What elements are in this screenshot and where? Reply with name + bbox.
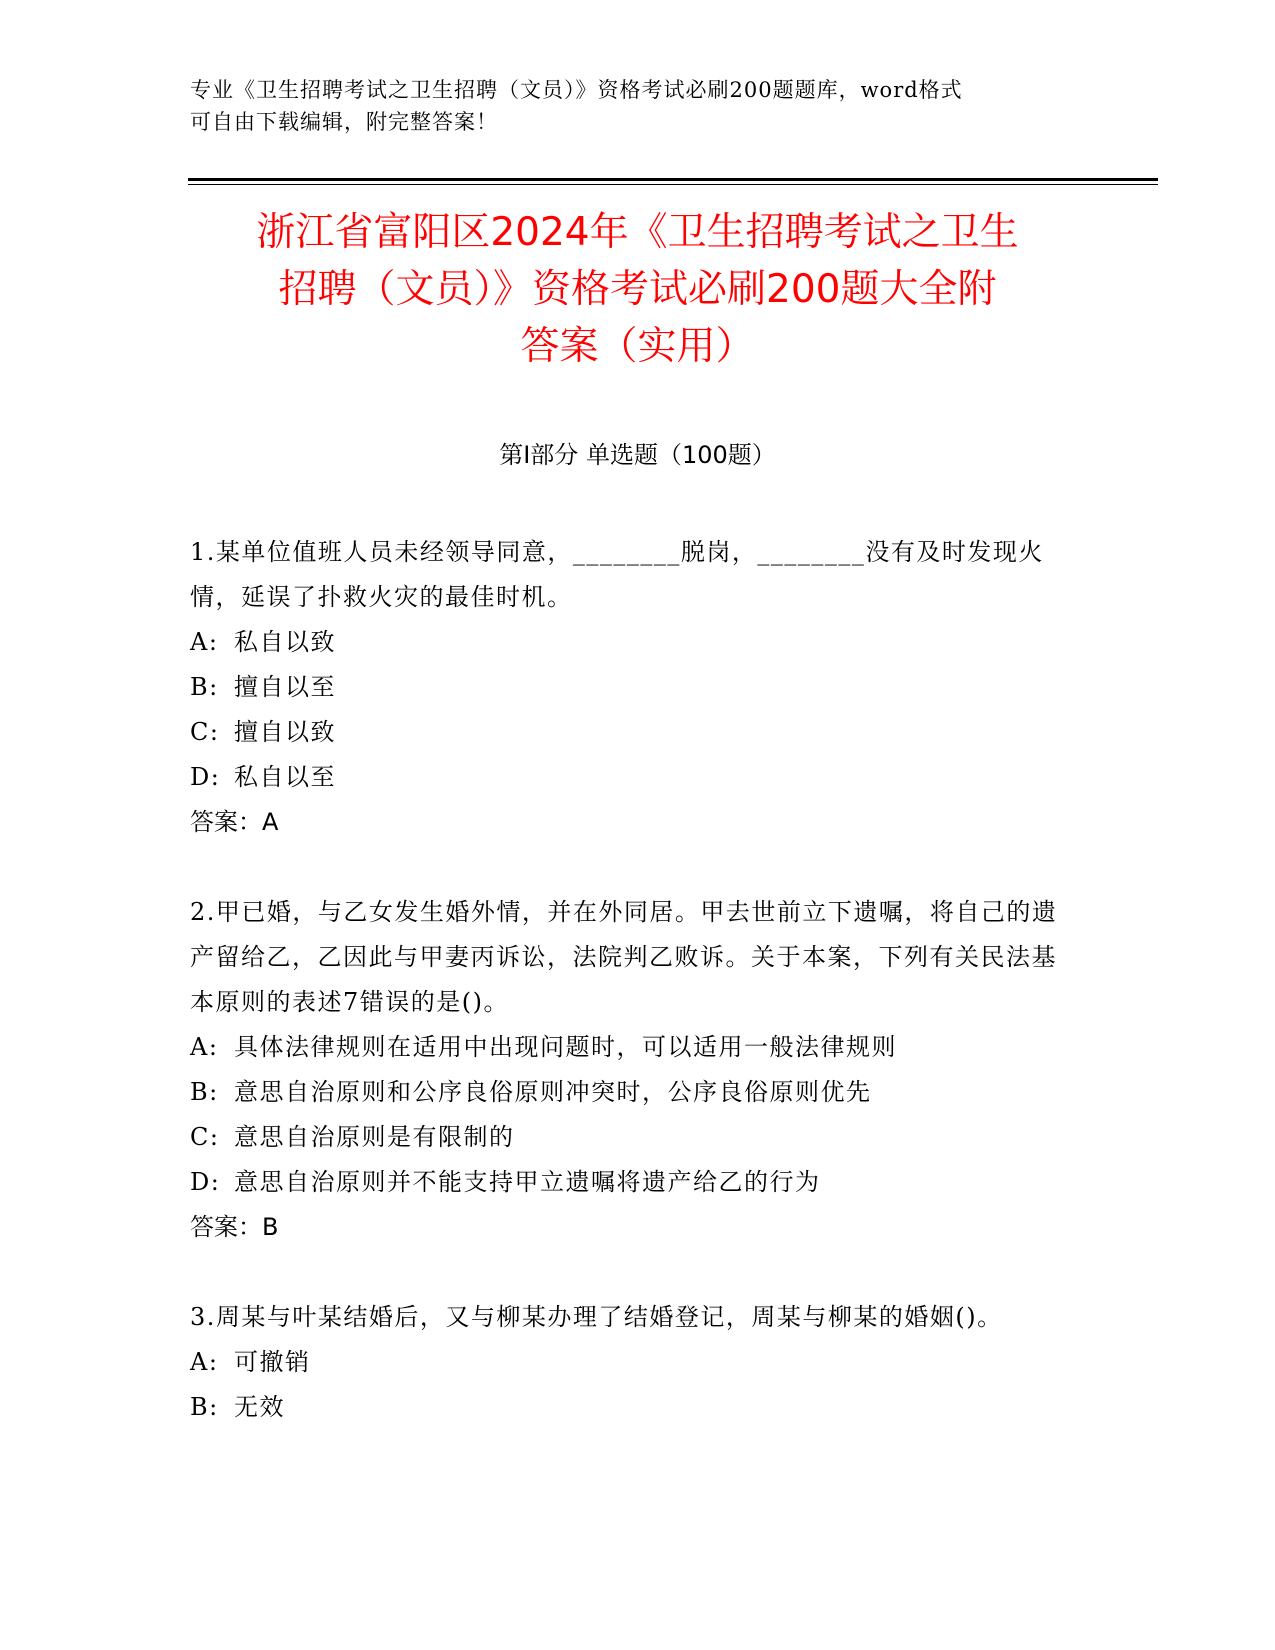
- option-key: A:: [190, 1033, 219, 1061]
- question-stem: 2.甲已婚，与乙女发生婚外情，并在外同居。甲去世前立下遗嘱，将自己的遗产留给乙，乙因此与甲妻丙诉讼，法院判乙败诉。关于本案，下列有关民法基本原则的表述7错误的是()。: [190, 898, 1058, 1016]
- option-key: B:: [190, 673, 219, 701]
- option-key: C:: [190, 718, 220, 746]
- option-a: [190, 1025, 1070, 1070]
- option-text: 意思自治原则并不能支持甲立遗嘱将遗产给乙的行为: [234, 1168, 821, 1196]
- option-d: [190, 1160, 1070, 1205]
- question-2: [190, 890, 1070, 1250]
- question-1: [190, 530, 1070, 845]
- header-note: [190, 74, 1090, 138]
- option-b: [190, 1385, 1070, 1430]
- question-3: [190, 1295, 1070, 1430]
- document-title: [150, 204, 1125, 375]
- document-title-line-3: 答案（实用）: [520, 324, 755, 369]
- option-key: B:: [190, 1078, 219, 1106]
- option-b: [190, 665, 1070, 710]
- option-c: [190, 710, 1070, 755]
- option-text: 意思自治原则是有限制的: [234, 1123, 515, 1151]
- option-d: [190, 755, 1070, 800]
- header-note-line-1: 专业《卫生招聘考试之卫生招聘（文员）》资格考试必刷200题题库，word格式: [190, 78, 963, 102]
- option-text: 具体法律规则在适用中出现问题时，可以适用一般法律规则: [234, 1033, 897, 1061]
- answer-line: 答案：B: [190, 1213, 279, 1241]
- option-a: [190, 1340, 1070, 1385]
- question-stem: 1.某单位值班人员未经领导同意，________脱岗，________没有及时发现火情，延误了扑救火灾的最佳时机。: [190, 538, 1044, 611]
- option-key: A:: [190, 1348, 219, 1376]
- question-stem: 3.周某与叶某结婚后，又与柳某办理了结婚登记，周某与柳某的婚姻()。: [190, 1303, 1003, 1331]
- option-key: C:: [190, 1123, 220, 1151]
- option-text: 擅自以致: [234, 718, 336, 746]
- option-text: 擅自以至: [234, 673, 336, 701]
- option-c: [190, 1115, 1070, 1160]
- header-divider-thin: [188, 184, 1158, 185]
- option-key: D:: [190, 1168, 221, 1196]
- option-key: B:: [190, 1393, 219, 1421]
- document-title-line-1: 浙江省富阳区2024年《卫生招聘考试之卫生: [256, 210, 1019, 255]
- option-text: 意思自治原则和公序良俗原则冲突时，公序良俗原则优先: [234, 1078, 872, 1106]
- option-key: D:: [190, 763, 221, 791]
- option-key: A:: [190, 628, 219, 656]
- option-text: 可撤销: [234, 1348, 311, 1376]
- option-b: [190, 1070, 1070, 1115]
- section-title: 第I部分 单选题（100题）: [499, 441, 776, 469]
- option-text: 无效: [234, 1393, 285, 1421]
- document-title-line-2: 招聘（文员）》资格考试必刷200题大全附: [278, 267, 997, 312]
- option-a: [190, 620, 1070, 665]
- header-divider-thick: [188, 178, 1158, 181]
- header-note-line-2: 可自由下载编辑，附完整答案！: [190, 110, 498, 134]
- option-text: 私自以至: [234, 763, 336, 791]
- answer-line: 答案：A: [190, 808, 279, 836]
- question-list: [190, 530, 1070, 1475]
- option-text: 私自以致: [234, 628, 336, 656]
